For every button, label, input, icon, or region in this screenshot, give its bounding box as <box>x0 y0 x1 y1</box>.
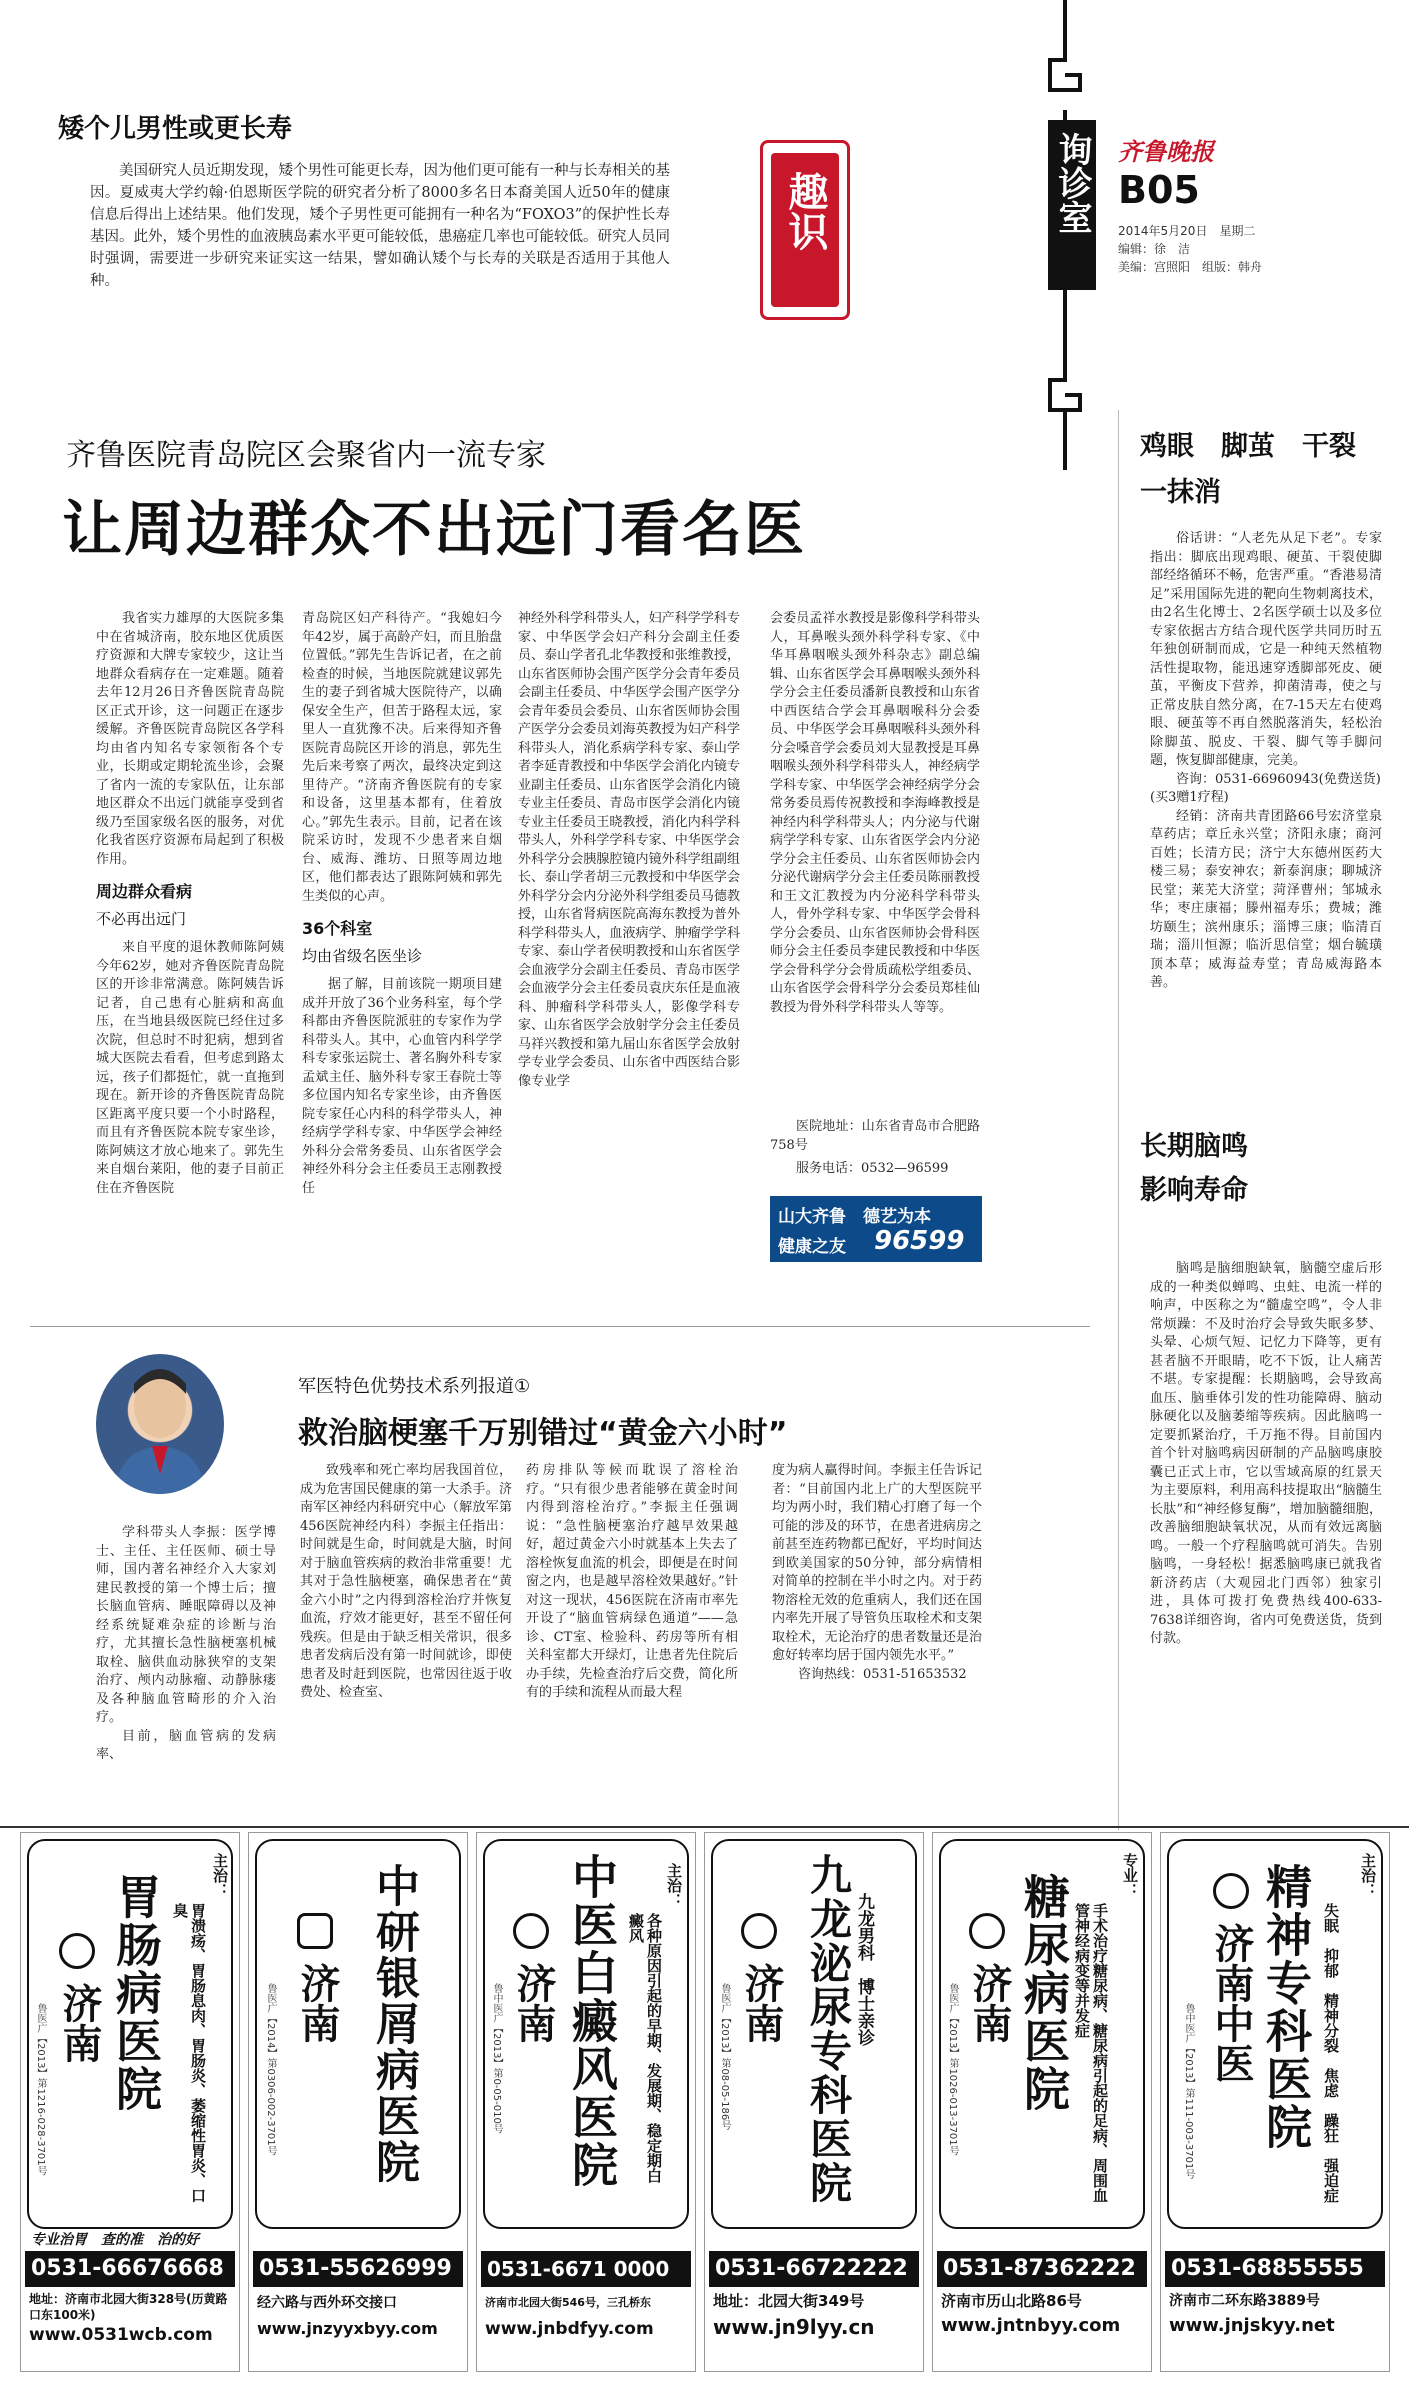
ad-urology <box>704 1832 924 2372</box>
ad-urology-cure: 九龙男科 博士亲诊 <box>854 1893 874 2046</box>
main-hotline: 服务电话：0532—96599 <box>796 1161 949 1176</box>
trivia-badge <box>760 140 850 320</box>
tinnitus-body-col <box>1150 1260 1382 1825</box>
ad-gastro-phone[interactable]: 0531-66676668 <box>25 2251 235 2287</box>
ad-gastro-logo-icon <box>59 1933 95 1969</box>
ad-psychiatric-city: 济南中医 <box>1208 1923 1255 2083</box>
right-divider <box>1118 410 1119 1830</box>
ad-vitiligo <box>476 1832 696 2372</box>
main-col3: 神经外科学科带头人，妇产科学学科专家、中华医学会妇产科分会副主任委员、泰山学者孔北华教授和张维教授，山东省医师协会围产医学分会青年委员会副主任委员、中华医学会围产医学分会青年委员会委员、山东省医师协会围产医学分会委员刘海英教授为妇产科学科带头人，消化系病学科专家、泰山学者李延青教授和中华医学会消化内镜专业副主任委员、山东省医学会消化内镜专业主任委员、青岛市医学会消化内镜专业主任委员王晓教授，消化内科学科带头人，外科学学科专家、中华医学会外科学分会胰腺腔镜内镜外科学组副组长、泰山学者胡三元教授和中华医学会外科学分会内分泌外科学组委员马德教授，山东省肾病医院高海东教授为普外科学科带头人，血液病学、肿瘤学学科专家、泰山学者侯明教授和山东省医学会血液学分会副主任委员、青岛市医学会血液学分会主任委员袁庆东任是血液科、肿瘤科学科带头人，影像学科专家、山东省医学会放射学分会主任委员马祥兴教授和第九届山东省医学会放射学专业学会委员、山东省中西医结合影像专业学 <box>518 611 740 1089</box>
ad-gastro-address: 地址：济南市北园大街328号(历黄路口东100米) <box>29 2292 228 2322</box>
main-col2-b: 据了解，目前该院一期项目建成并开放了36个业务科室，每个学科都由齐鲁医院派驻的专家作为学科带头人。其中，心血管内科学学科专家张运院士、著名胸外科专家孟斌主任、脑外科专家王春院士等多位国内知名专家坐诊，由齐鲁医院专家任心内科的科学带头人，神经病学学科专家、中华医学会神经外科分会常务委员、山东省医学会神经外科分会主任委员王志刚教授任 <box>302 977 502 1196</box>
doctor-photo <box>96 1354 224 1494</box>
mil-col2: 药房排队等候而耽误了溶栓治疗。“只有很少患者能够在黄金时间内得到溶栓治疗。”李振主任强调说：“急性脑梗塞治疗越早效果越好，超过黄金六小时就基本上失去了溶栓恢复血流的机会，即便是在时间窗之内，也是越早溶栓效果越好。”针对这一现状，456医院在济南市率先开设了“脑血管病绿色通道”——急诊、CT室、检验科、药房等所有相关科室都大开绿灯，让患者先住院后办手续，先检查治疗后交费，简化所有的手续和流程从而最大程 <box>526 1463 738 1700</box>
ad-urology-name: 九龙泌尿专科医院 <box>804 1853 853 2205</box>
tinnitus-headline-b: 影响寿命 <box>1140 1175 1248 1206</box>
ad-psoriasis-web[interactable]: www.jnzyyxbyy.com <box>257 2319 438 2338</box>
ad-diabetes-phone[interactable]: 0531-87362222 <box>937 2251 1147 2287</box>
ad-diabetes-cure-label: 专业： <box>1121 1853 1139 1898</box>
ad-diabetes-address: 济南市历山北路86号 <box>941 2292 1082 2310</box>
ad-vitiligo-address: 济南市北园大街546号，三孔桥东 <box>485 2296 651 2309</box>
mil-kicker: 军医特色优势技术系列报道① <box>298 1376 531 1397</box>
ad-psychiatric-license: 鲁中医广【2013】第111-003-3701号 <box>1183 2003 1194 2180</box>
ad-psychiatric-phone[interactable]: 0531-68855555 <box>1165 2251 1385 2287</box>
ad-diabetes-cure: 手术治疗糖尿病、糖尿病引起的足病、周围血管神经病变等并发症 <box>1073 1903 1109 2203</box>
ad-gastro-tagline: 专业治胃 查的准 治的好 <box>31 2232 199 2248</box>
ad-psychiatric-cure-label: 主治： <box>1359 1853 1377 1898</box>
ad-urology-phone[interactable]: 0531-66722222 <box>709 2251 919 2287</box>
corn-promo: (买3赠1疗程) <box>1150 790 1229 805</box>
article-divider <box>30 1326 1090 1327</box>
ad-psoriasis-logo-icon <box>297 1913 333 1949</box>
mil-col-1 <box>300 1462 512 1814</box>
corn-body-col <box>1150 530 1382 1090</box>
tinnitus-headline-a: 长期脑鸣 <box>1140 1131 1248 1162</box>
ad-gastro-license: 鲁医广【2013】第1216-028-3701号 <box>35 2003 46 2176</box>
main-col-1 <box>96 610 284 1310</box>
ad-vitiligo-phone[interactable]: 0531-6671 0000 <box>481 2251 691 2287</box>
ad-gastro-city: 济南 <box>56 1983 103 2063</box>
ad-psychiatric-logo-icon <box>1213 1873 1249 1909</box>
ad-gastro-cure: 胃溃疡、胃肠息肉、胃肠炎、萎缩性胃炎、口臭 <box>171 1903 207 2203</box>
slogan-box <box>770 1196 982 1262</box>
ad-gastro-name: 胃肠病医院 <box>109 1873 163 2113</box>
trivia-section <box>30 20 1050 360</box>
main-sub1: 周边群众看病 <box>96 882 193 901</box>
corn-headline-a: 鸡眼 脚茧 干裂 <box>1140 431 1356 462</box>
main-col-3 <box>518 610 740 1310</box>
tinnitus-body: 脑鸣是脑细胞缺氧，脑髓空虚后形成的一种类似蝉鸣、虫蛀、电流一样的响声，中医称之为“髓虚空鸣”，令人非常烦躁：不及时治疗会导致失眠多梦、头晕、心烦气短、记忆力下降等，更有甚者脑不开眼睛，吃不下饭，让人痛苦不堪。专家提醒：长期脑鸣，会导致高血压、脑垂体引发的性功能障碍、脑动脉硬化以及脑萎缩等疾病。因此脑鸣一定要抓紧治疗，千万拖不得。目前国内首个针对脑鸣病因研制的产品脑鸣康胶囊已正式上市，它以雪域高原的红景天为主要原料，利用高科技提取出“脑髓生长肽”和“神经修复酶”，增加脑髓细胞，改善脑细胞缺氧状况，从而有效远离脑鸣。一般一个疗程脑鸣就可消失。告别脑鸣，一身轻松！据悉脑鸣康已就我省新济药店（大观园北门西邻）独家引进，具体可拨打免费热线400-633-7638详细咨询，省内可免费送货，货到付款。 <box>1150 1261 1382 1646</box>
ad-diabetes-license: 鲁医广【2013】第1026-013-3701号 <box>947 1983 958 2156</box>
paper-name: 齐鲁晚报 <box>1118 137 1214 166</box>
mil-headline: 救治脑梗塞千万别错过“黄金六小时” <box>298 1416 788 1451</box>
ad-vitiligo-footer <box>477 2251 695 2371</box>
mil-col1: 致残率和死亡率均居我国首位，成为危害国民健康的第一大杀手。济南军区神经内科研究中心（解放军第456医院神经内科）李振主任指出：时间就是生命，时间就是大脑，时间对于脑血管疾病的救治非常重要！尤其对于急性脑梗塞，确保患者在“黄金六小时”之内得到溶栓治疗并恢复血流，疗效才能更好，甚至不留任何残疾。但是由于缺乏相关常识，很多患者发病后没有第一时间就诊，即使患者及时赶到医院，也常因往返于收费处、检查室、 <box>300 1463 512 1700</box>
ad-urology-footer <box>705 2251 923 2371</box>
trivia-badge-label: 趣识 <box>782 171 829 251</box>
mil-col-2 <box>526 1462 738 1814</box>
ad-urology-logo-icon <box>741 1913 777 1949</box>
mil-col-3 <box>772 1462 982 1814</box>
ad-gastro-cure-label: 主治： <box>211 1853 229 1898</box>
main-col1-a: 我省实力雄厚的大医院多集中在省城济南，胶东地区优质医疗资源和大牌专家较少，这让当地群众看病存在一定难题。随着去年12月26日齐鲁医院青岛院区正式开诊，这一问题正在逐步缓解。齐鲁医院青岛院区各学科均由省内知名专家领衔各个专业，长期或定期轮流坐诊，会聚了省内一流的专家队伍，让东部地区群众不出远门就能享受到省级乃至国家级名医的服务，对优化我省医疗资源布局起到了积极作用。 <box>96 611 284 867</box>
mil-col-0 <box>96 1524 276 1814</box>
main-sub2: 36个科室 <box>302 919 373 938</box>
designer-line: 美编：宫照阳 组版：韩舟 <box>1118 260 1263 274</box>
main-col1-b: 来自平度的退休教师陈阿姨今年62岁，她对齐鲁医院青岛院区的开诊非常满意。陈阿姨告诉记者，自己患有心脏病和高血压，在当地县级医院已经住过多次院，但总时不时犯病，想到省城大医院去看看，但考虑到路太远，孩子们都挺忙，就一直拖到现在。新开诊的齐鲁医院青岛院区距离平度只要一个小时路程，而且有齐鲁医院本院专家坐诊，陈阿姨这才放心地来了。郭先生来自烟台莱阳，他的妻子目前正住在齐鲁医院 <box>96 940 284 1196</box>
ad-diabetes-web[interactable]: www.jntnbyy.com <box>941 2315 1121 2336</box>
ad-psoriasis-frame <box>255 1839 461 2229</box>
corn-hotline: 咨询：0531-66960943(免费送货) <box>1176 771 1381 787</box>
ad-vitiligo-web[interactable]: www.jnbdfyy.com <box>485 2319 654 2339</box>
main-kicker: 齐鲁医院青岛院区会聚省内一流专家 <box>66 438 546 473</box>
main-headline: 让周边群众不出远门看名医 <box>62 495 806 565</box>
editor-line: 编辑：徐 洁 <box>1118 242 1191 256</box>
ad-vitiligo-license: 鲁中医广【2013】第0-05-010号 <box>491 1983 502 2134</box>
mil-col0-tail: 目前，脑血管病的发病率、 <box>96 1728 276 1762</box>
main-col-2 <box>302 610 502 1310</box>
ad-diabetes-city: 济南 <box>966 1963 1013 2043</box>
slogan-line2: 健康之友 <box>778 1237 846 1257</box>
corn-body: 俗话讲：“人老先从足下老”。专家指出：脚底出现鸡眼、硬茧、干裂使脚部经络循环不畅，危害严重。“香港易清足”采用国际先进的靶向生物刺离技术，由2名生化博士、2名医学硕士以及多位专家依据古方结合现代医学共同历时五年独创研制而成，它是一种纯天然植物活性提取物，能迅速穿透脚部死皮、硬茧，平衡皮下营养，抑菌清毒，使之与正常皮肤自然分离，在7-15天左右使鸡眼、硬茧等不再自然脱落消失，轻松治除脚茧、脱皮、干裂、脚气等手脚问题，恢复脚部健康，完美。 <box>1150 531 1382 768</box>
main-sub1b: 不必再出远门 <box>96 910 187 928</box>
main-col-4 <box>770 610 980 1080</box>
ad-urology-city: 济南 <box>738 1963 785 2043</box>
trivia-title: 矮个儿男性或更长寿 <box>58 114 293 144</box>
page-number: B05 <box>1118 168 1200 212</box>
ad-psychiatric-web[interactable]: www.jnjskyy.net <box>1169 2315 1335 2336</box>
ad-gastro <box>20 1832 240 2372</box>
corn-headline-b: 一抹消 <box>1140 477 1221 508</box>
slogan-line1: 山大齐鲁 德艺为本 <box>778 1207 931 1227</box>
mil-consult: 咨询热线：0531-51653532 <box>798 1666 967 1682</box>
ad-psoriasis-address: 经六路与西外环交接口 <box>257 2295 397 2311</box>
ad-psychiatric-address: 济南市二环东路3889号 <box>1169 2293 1320 2309</box>
ad-urology-address: 地址：北园大街349号 <box>713 2292 865 2310</box>
ad-vitiligo-city: 济南 <box>510 1963 557 2043</box>
ad-vitiligo-name: 中医白癜风医院 <box>565 1853 619 2189</box>
ad-gastro-web[interactable]: www.0531wcb.com <box>29 2325 213 2345</box>
ad-psoriasis <box>248 1832 468 2372</box>
ad-psoriasis-footer <box>249 2251 467 2371</box>
ad-diabetes-footer <box>933 2251 1151 2371</box>
corn-stores: 经销：济南共青团路66号宏济堂泉草药店；章丘永兴堂；济阳永康；商河百姓；长清方民；济宁大东德州医药大楼三易；泰安神农；新泰润康；聊城济民堂；莱芜大济堂；菏泽曹州；邹城永华；枣庄康福；滕州福寿乐；费城；潍坊颐生；滨州康乐；淄博三康；临清百瑞；淄川恒源；临沂思信堂；烟台毓璜顶本草；威海益寿堂；青岛威海路本善。 <box>1150 808 1382 990</box>
ad-vitiligo-cure-label: 主治： <box>665 1863 683 1908</box>
ad-diabetes <box>932 1832 1152 2372</box>
ad-diabetes-name: 糖尿病医院 <box>1017 1873 1071 2113</box>
ad-psoriasis-city: 济南 <box>294 1963 341 2043</box>
section-tag <box>1048 120 1096 290</box>
main-col2-a: 青岛院区妇产科待产。“我媳妇今年42岁，属于高龄产妇，而且胎盘位置低。”郭先生告诉记者，在之前检查的时候，当地医院就建议郭先生的妻子到省城大医院待产，以确保安全生产，但苦于路程太远，家里人一直犹豫不决。后来得知齐鲁医院青岛院区开诊的消息，郭先生先后来考察了两次，最终决定到这里待产。“济南齐鲁医院有的专家和设备，这里基本都有，住着放心。”郭先生表示。目前，记者在该院采访时，发现不少患者来自烟台、威海、潍坊、日照等周边地区，他们都表达了跟陈阿姨和郭先生类似的心声。 <box>302 611 502 904</box>
ad-urology-web[interactable]: www.jn9lyy.cn <box>713 2315 875 2339</box>
main-col4: 会委员孟祥水教授是影像科学科带头人，耳鼻喉头颈外科学科专家、《中华耳鼻咽喉头颈外科杂志》副总编辑、山东省医学会耳鼻咽喉头颈外科学分会主任委员潘新良教授和山东省中西医结合学会耳鼻咽喉科分会委员、中华医学会耳鼻咽喉科头颈外科分会嗓音学会委员刘大显教授是耳鼻咽喉头颈外科学科带头人，神经病学学科专家、中华医学会神经病学分会常务委员焉传祝教授和李海峰教授是神经内科学科带头人；内分泌与代谢病学学科专家、山东省医学会内分泌学分会主任委员、山东省医师协会内分泌代谢病学分会主任委员陈丽教授和王文汇教授为内分泌科学科带头人，骨外学科专家、中华医学会骨科学分会委员、山东省医师协会骨科医师分会主任委员李建民教授和中华医学会骨科学分会骨质疏松学组委员、山东省医学会骨科学分会委员郑桂仙教授为骨外科学科带头人等等。 <box>770 611 980 1015</box>
ad-psychiatric-cure: 失眠 抑郁 精神分裂 焦虑 躁狂 强迫症 <box>1322 1903 1340 2203</box>
slogan-number: 96599 <box>874 1226 965 1256</box>
ad-psychiatric-footer <box>1161 2251 1389 2371</box>
ad-vitiligo-logo-icon <box>513 1913 549 1949</box>
ad-psoriasis-name: 中研银屑病医院 <box>368 1863 419 2185</box>
ad-vitiligo-cure: 各种原因引起的早期、发展期、稳定期白癜风 <box>627 1913 663 2183</box>
ad-urology-license: 鲁医广【2013】第08-05-186号 <box>719 1983 730 2131</box>
ad-psoriasis-license: 鲁医广【2014】第0306-002-3701号 <box>265 1983 276 2156</box>
ad-psychiatric <box>1160 1832 1390 2372</box>
section-tag-label: 询诊室 <box>1052 132 1092 234</box>
ad-psoriasis-phone[interactable]: 0531-55626999 <box>253 2251 463 2287</box>
ads-divider <box>0 1826 1409 1828</box>
ad-gastro-footer <box>21 2251 239 2371</box>
date-line: 2014年5月20日 星期二 <box>1118 224 1256 238</box>
ad-diabetes-logo-icon <box>969 1913 1005 1949</box>
mil-col3: 度为病人赢得时间。李振主任告诉记者：“目前国内北上广的大型医院平均为两小时，我们精心打磨了每一个可能的涉及的环节，在患者进病房之前甚至连药物都已配好，平均时间达到欧美国家的50分钟，部分病情相对简单的控制在半小时之内。对于药物溶栓无效的危重病人，我们还在国内率先开展了导管负压取栓术和支架取栓术，无论治疗的患者数量还是治愈好转率均居于国内领先水平。” <box>772 1463 982 1663</box>
mil-author-bio: 学科带头人李振：医学博士、主任、主任医师、硕士导师，国内著名神经介入大家刘建民教授的第一个博士后；擅长脑血管病、睡眠障碍以及神经系统疑难杂症的诊断与治疗，尤其擅长急性脑梗塞机械取栓、脑供血动脉狭窄的支架治疗、颅内动脉瘤、动静脉瘘及各种脑血管畸形的介入治疗。 <box>96 1525 276 1725</box>
main-address: 医院地址：山东省青岛市合肥路758号 <box>770 1119 980 1153</box>
ad-psychiatric-name: 精神专科医院 <box>1259 1863 1313 2151</box>
trivia-body: 美国研究人员近期发现，矮个男性可能更长寿，因为他们更可能有一种与长寿相关的基因。夏威夷大学约翰·伯恩斯医学院的研究者分析了8000多名日本裔美国人近50年的健康信息后得出上述结果。他们发现，矮个子男性更可能拥有一种名为“FOXO3”的保护性长寿基因。此外，矮个男性的血液胰岛素水平更可能较低，患癌症几率也可能较低。研究人员同时强调，需要进一步研究来证实这一结果，譬如确认矮个与长寿的关联是否适用于其他人种。 <box>90 163 670 289</box>
doctor-portrait-icon <box>96 1354 224 1494</box>
main-sub2b: 均由省级名医坐诊 <box>302 947 423 965</box>
